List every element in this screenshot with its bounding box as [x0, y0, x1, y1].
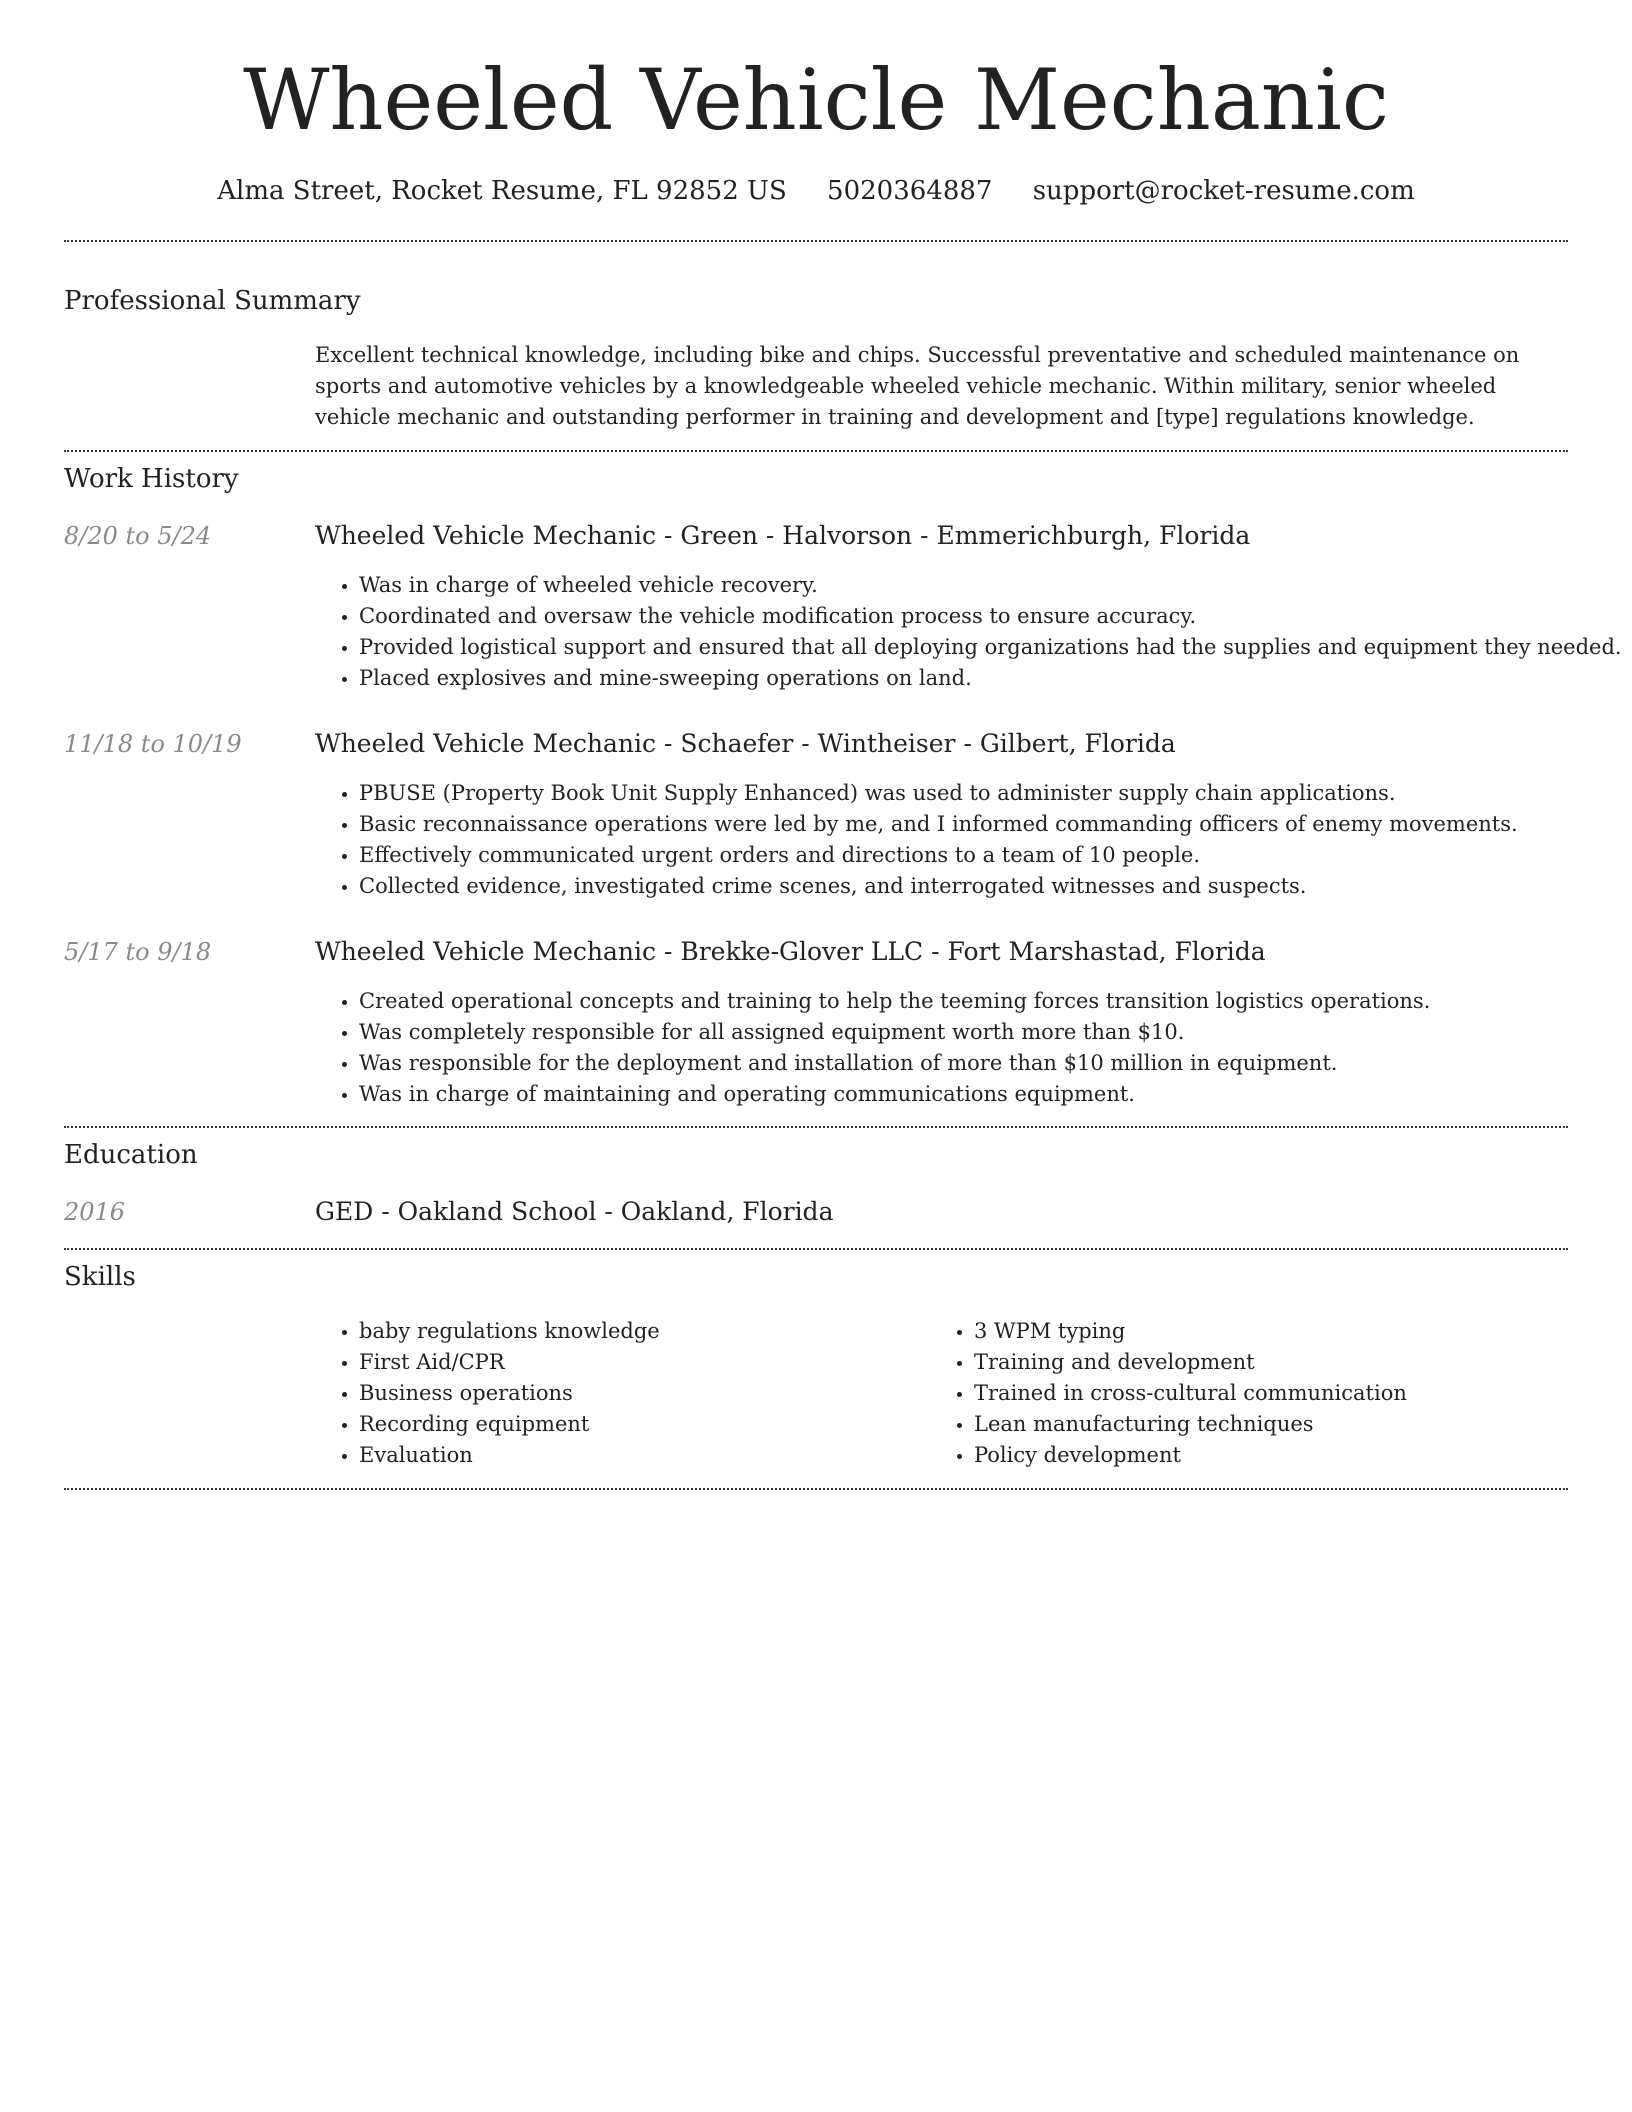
- candidate-name: Wheeled Vehicle Mechanic: [243, 51, 1389, 149]
- list-item: • Was responsible for the deployment and installation of more than $10 million in equipment.: [359, 1048, 1430, 1079]
- list-item: • Collected evidence, investigated crime scenes, and interrogated witnesses and suspects.: [359, 871, 1518, 902]
- list-item: • Coordinated and oversaw the vehicle modification process to ensure accuracy.: [359, 601, 1622, 632]
- skill-item: • baby regulations knowledge: [359, 1316, 660, 1347]
- job-dates: 8/20 to 5/24: [64, 522, 212, 550]
- list-item: • Effectively communicated urgent orders and directions to a team of 10 people.: [359, 840, 1518, 871]
- divider: [64, 240, 1568, 242]
- skill-item: • Recording equipment: [359, 1409, 660, 1440]
- contact-email: support@rocket-resume.com: [1032, 176, 1415, 206]
- education-section-title: Education: [64, 1140, 198, 1170]
- education-heading: GED - Oakland School - Oakland, Florida: [315, 1197, 834, 1226]
- list-item: • Basic reconnaissance operations were led by me, and I informed commanding officers of enemy movements.: [359, 809, 1518, 840]
- job-heading: Wheeled Vehicle Mechanic - Brekke-Glover LLC - Fort Marshastad, Florida: [315, 937, 1266, 966]
- summary-section-title: Professional Summary: [64, 286, 361, 316]
- job-bullets: [315, 986, 1430, 1110]
- summary-text: Excellent technical knowledge, including bike and chips. Successful preventative and scheduled maintenance on sports and automotive vehicles by a knowledgeable wheeled vehicle mechanic. Within military, senior wheeled vehicle mechanic and outstanding performer in training and development and [type] regulations knowledge.: [315, 343, 1520, 429]
- list-item: • Provided logistical support and ensured that all deploying organizations had the supplies and equipment they needed.: [359, 632, 1622, 663]
- list-item: • Was completely responsible for all assigned equipment worth more than $10.: [359, 1017, 1430, 1048]
- skill-item: • Lean manufacturing techniques: [974, 1409, 1407, 1440]
- skill-item: • 3 WPM typing: [974, 1316, 1407, 1347]
- skill-item: • First Aid/CPR: [359, 1347, 660, 1378]
- education-dates: 2016: [64, 1198, 126, 1226]
- job-heading: Wheeled Vehicle Mechanic - Schaefer - Wintheiser - Gilbert, Florida: [315, 729, 1176, 758]
- work-section-title: Work History: [64, 464, 239, 494]
- skills-list-left: [315, 1316, 660, 1471]
- skills-section-title: Skills: [64, 1262, 136, 1292]
- divider: [64, 1126, 1568, 1128]
- skill-item: • Evaluation: [359, 1440, 660, 1471]
- job-dates: 11/18 to 10/19: [64, 730, 242, 758]
- job-bullets: [315, 778, 1518, 902]
- job-bullets: [315, 570, 1622, 694]
- list-item: • Was in charge of maintaining and operating communications equipment.: [359, 1079, 1430, 1110]
- list-item: • Created operational concepts and training to help the teeming forces transition logistics operations.: [359, 986, 1430, 1017]
- job-heading: Wheeled Vehicle Mechanic - Green - Halvorson - Emmerichburgh, Florida: [315, 521, 1251, 550]
- divider: [64, 450, 1568, 452]
- job-dates: 5/17 to 9/18: [64, 938, 212, 966]
- list-item: • Placed explosives and mine-sweeping operations on land.: [359, 663, 1622, 694]
- list-item: • PBUSE (Property Book Unit Supply Enhanced) was used to administer supply chain applications.: [359, 778, 1518, 809]
- skill-item: • Policy development: [974, 1440, 1407, 1471]
- list-item: • Was in charge of wheeled vehicle recovery.: [359, 570, 1622, 601]
- skill-item: • Trained in cross-cultural communication: [974, 1378, 1407, 1409]
- contact-address: Alma Street, Rocket Resume, FL 92852 US: [217, 176, 787, 206]
- skill-item: • Training and development: [974, 1347, 1407, 1378]
- contact-phone: 5020364887: [827, 176, 993, 206]
- skill-item: • Business operations: [359, 1378, 660, 1409]
- skills-list-right: [930, 1316, 1407, 1471]
- divider: [64, 1248, 1568, 1250]
- divider: [64, 1488, 1568, 1490]
- resume-header: [0, 0, 1632, 208]
- contact-line: [0, 174, 1632, 208]
